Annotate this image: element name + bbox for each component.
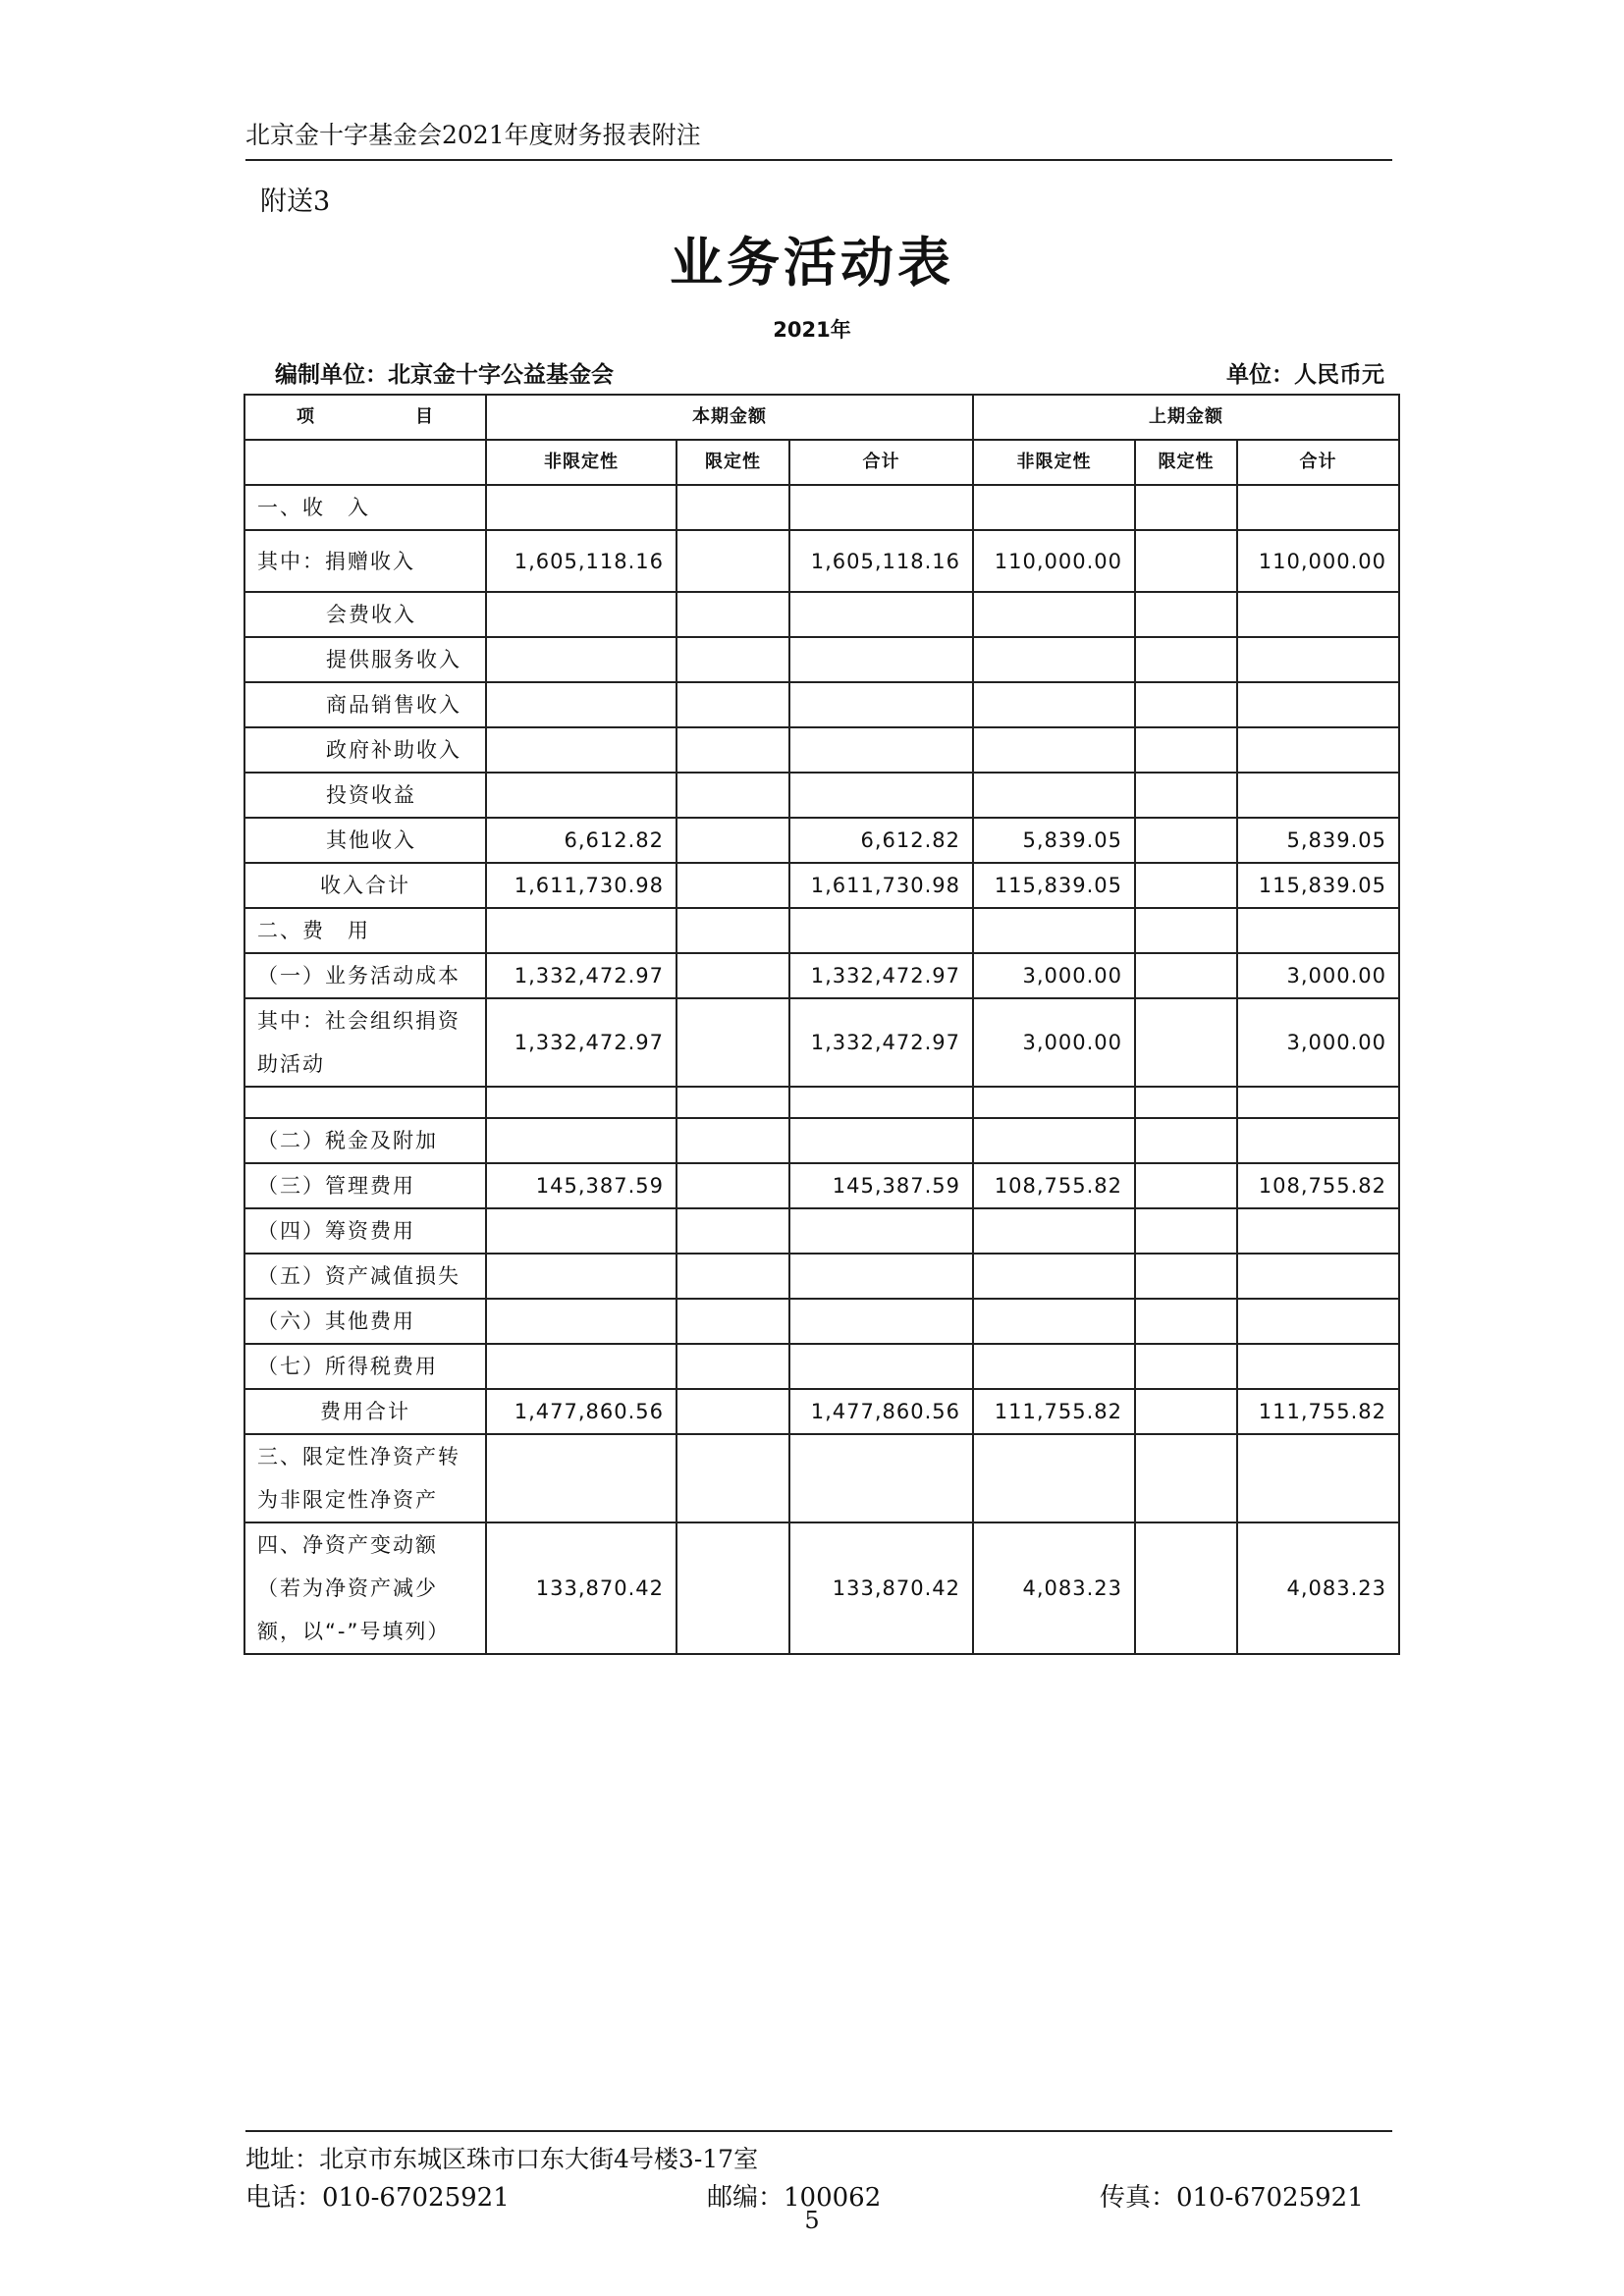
cell-pu	[973, 592, 1135, 637]
cell-pt: 110,000.00	[1237, 530, 1399, 592]
cell-ct	[789, 637, 973, 682]
row-label	[244, 1087, 486, 1118]
table-row	[244, 1522, 1399, 1654]
item-header-part2: 目	[415, 406, 434, 427]
cell-cu: 145,387.59	[486, 1163, 677, 1208]
table-row	[244, 637, 1399, 682]
cell-pu: 4,083.23	[973, 1522, 1135, 1654]
cell-pt	[1237, 1434, 1399, 1522]
cell-pt: 4,083.23	[1237, 1522, 1399, 1654]
attachment-label: 附送3	[260, 187, 331, 217]
cell-pt: 111,755.82	[1237, 1389, 1399, 1434]
cell-cr	[677, 530, 789, 592]
table-row	[244, 1434, 1399, 1522]
cell-pu	[973, 1254, 1135, 1299]
cell-pt: 5,839.05	[1237, 818, 1399, 863]
cell-ct: 1,477,860.56	[789, 1389, 973, 1434]
cell-pt	[1237, 908, 1399, 953]
cell-pr	[1135, 953, 1237, 998]
row-label: （二）税金及附加	[244, 1118, 486, 1163]
cell-pr	[1135, 773, 1237, 818]
cell-cr	[677, 1254, 789, 1299]
cell-pr	[1135, 818, 1237, 863]
row-label: 二、费 用	[244, 908, 486, 953]
row-label: 会费收入	[244, 592, 486, 637]
previous-restricted-header: 限定性	[1135, 440, 1237, 485]
cell-pr	[1135, 637, 1237, 682]
cell-pr	[1135, 485, 1237, 530]
cell-ct: 1,611,730.98	[789, 863, 973, 908]
footer-phone: 电话：010-67025921	[245, 2183, 510, 2213]
cell-cu: 1,477,860.56	[486, 1389, 677, 1434]
cell-pu: 110,000.00	[973, 530, 1135, 592]
row-label: 其中：捐赠收入	[244, 530, 486, 592]
table-row	[244, 530, 1399, 592]
cell-cu	[486, 1087, 677, 1118]
cell-pr	[1135, 1299, 1237, 1344]
cell-pr	[1135, 682, 1237, 727]
cell-pu	[973, 773, 1135, 818]
cell-cu	[486, 1434, 677, 1522]
table-row	[244, 1087, 1399, 1118]
activity-statement-table	[244, 394, 1400, 1655]
cell-cr	[677, 998, 789, 1087]
cell-cu: 1,611,730.98	[486, 863, 677, 908]
cell-ct: 1,605,118.16	[789, 530, 973, 592]
table-row	[244, 1299, 1399, 1344]
row-label: 一、收 入	[244, 485, 486, 530]
footer-fax: 传真：010-67025921	[1100, 2183, 1364, 2213]
table-row	[244, 1163, 1399, 1208]
previous-period-header: 上期金额	[973, 395, 1399, 440]
current-total-header: 合计	[789, 440, 973, 485]
cell-cu: 1,605,118.16	[486, 530, 677, 592]
cell-pt	[1237, 1254, 1399, 1299]
table-row	[244, 1254, 1399, 1299]
cell-cu	[486, 637, 677, 682]
cell-cu	[486, 485, 677, 530]
row-label: 收入合计	[244, 863, 486, 908]
cell-pu	[973, 1299, 1135, 1344]
current-period-header: 本期金额	[486, 395, 973, 440]
cell-cr	[677, 863, 789, 908]
row-label: 费用合计	[244, 1389, 486, 1434]
cell-cr	[677, 818, 789, 863]
cell-pu: 111,755.82	[973, 1389, 1135, 1434]
cell-pu	[973, 1087, 1135, 1118]
row-label: 四、净资产变动额（若为净资产减少额，以“-”号填列）	[244, 1522, 486, 1654]
cell-ct	[789, 1299, 973, 1344]
cell-ct: 6,612.82	[789, 818, 973, 863]
cell-cu	[486, 908, 677, 953]
row-label: 投资收益	[244, 773, 486, 818]
cell-pu	[973, 485, 1135, 530]
cell-pu	[973, 1344, 1135, 1389]
cell-pt	[1237, 1299, 1399, 1344]
row-label: （七）所得税费用	[244, 1344, 486, 1389]
row-label: 政府补助收入	[244, 727, 486, 773]
cell-cr	[677, 637, 789, 682]
row-label: （六）其他费用	[244, 1299, 486, 1344]
cell-pt	[1237, 637, 1399, 682]
cell-pr	[1135, 1254, 1237, 1299]
table-row	[244, 1118, 1399, 1163]
table-row	[244, 682, 1399, 727]
cell-pr	[1135, 1344, 1237, 1389]
cell-pt	[1237, 682, 1399, 727]
cell-cr	[677, 773, 789, 818]
table-row	[244, 998, 1399, 1087]
item-header	[244, 395, 486, 440]
report-year: 2021年	[773, 318, 851, 342]
page-number: 5	[804, 2207, 820, 2234]
cell-pu: 3,000.00	[973, 953, 1135, 998]
cell-cu: 1,332,472.97	[486, 953, 677, 998]
cell-cu: 6,612.82	[486, 818, 677, 863]
header-row-1	[244, 395, 1399, 440]
cell-pu	[973, 727, 1135, 773]
row-label: 提供服务收入	[244, 637, 486, 682]
cell-pu	[973, 637, 1135, 682]
cell-pt: 108,755.82	[1237, 1163, 1399, 1208]
cell-cr	[677, 485, 789, 530]
current-restricted-header: 限定性	[677, 440, 789, 485]
cell-pr	[1135, 1434, 1237, 1522]
cell-cu	[486, 1208, 677, 1254]
cell-pr	[1135, 1522, 1237, 1654]
cell-pu: 5,839.05	[973, 818, 1135, 863]
preparing-unit: 编制单位：北京金十字公益基金会	[275, 362, 614, 388]
cell-ct	[789, 1087, 973, 1118]
cell-pr	[1135, 530, 1237, 592]
cell-pt	[1237, 1344, 1399, 1389]
cell-pu: 115,839.05	[973, 863, 1135, 908]
cell-pr	[1135, 1208, 1237, 1254]
cell-cr	[677, 592, 789, 637]
table-row	[244, 727, 1399, 773]
cell-cr	[677, 682, 789, 727]
table-row	[244, 485, 1399, 530]
cell-pr	[1135, 998, 1237, 1087]
header-blank-cell	[244, 440, 486, 485]
cell-ct	[789, 1208, 973, 1254]
cell-ct	[789, 773, 973, 818]
cell-pr	[1135, 908, 1237, 953]
cell-ct: 145,387.59	[789, 1163, 973, 1208]
cell-cr	[677, 1163, 789, 1208]
cell-pu	[973, 908, 1135, 953]
cell-pt: 3,000.00	[1237, 998, 1399, 1087]
cell-pr	[1135, 592, 1237, 637]
cell-cr	[677, 1299, 789, 1344]
cell-cu	[486, 727, 677, 773]
table-row	[244, 1389, 1399, 1434]
cell-cr	[677, 1208, 789, 1254]
document-title: 业务活动表	[670, 232, 954, 294]
cell-cr	[677, 1087, 789, 1118]
table-row	[244, 592, 1399, 637]
cell-cr	[677, 1389, 789, 1434]
cell-ct: 1,332,472.97	[789, 998, 973, 1087]
row-label: （三）管理费用	[244, 1163, 486, 1208]
table-row	[244, 818, 1399, 863]
cell-cu	[486, 592, 677, 637]
cell-pt	[1237, 485, 1399, 530]
cell-cu	[486, 1118, 677, 1163]
cell-cr	[677, 1118, 789, 1163]
cell-ct	[789, 682, 973, 727]
cell-pr	[1135, 1118, 1237, 1163]
cell-cu: 133,870.42	[486, 1522, 677, 1654]
previous-total-header: 合计	[1237, 440, 1399, 485]
cell-pu	[973, 1208, 1135, 1254]
row-label: 三、限定性净资产转为非限定性净资产	[244, 1434, 486, 1522]
header-row-2	[244, 440, 1399, 485]
cell-pt	[1237, 592, 1399, 637]
cell-cr	[677, 908, 789, 953]
cell-pr	[1135, 863, 1237, 908]
table-row	[244, 908, 1399, 953]
cell-ct	[789, 1434, 973, 1522]
cell-cu: 1,332,472.97	[486, 998, 677, 1087]
cell-pt	[1237, 1087, 1399, 1118]
cell-pt	[1237, 1118, 1399, 1163]
cell-cu	[486, 682, 677, 727]
row-label: 其中：社会组织捐资助活动	[244, 998, 486, 1087]
cell-cr	[677, 1434, 789, 1522]
cell-cr	[677, 1344, 789, 1389]
cell-pu	[973, 682, 1135, 727]
cell-pr	[1135, 727, 1237, 773]
cell-ct	[789, 1344, 973, 1389]
cell-pr	[1135, 1087, 1237, 1118]
cell-ct	[789, 592, 973, 637]
cell-pr	[1135, 1163, 1237, 1208]
cell-ct	[789, 1254, 973, 1299]
cell-pt	[1237, 727, 1399, 773]
cell-pt	[1237, 773, 1399, 818]
current-unrestricted-header: 非限定性	[486, 440, 677, 485]
cell-cu	[486, 1344, 677, 1389]
currency-unit: 单位：人民币元	[1226, 362, 1384, 388]
cell-ct: 1,332,472.97	[789, 953, 973, 998]
cell-cr	[677, 727, 789, 773]
cell-cu	[486, 1299, 677, 1344]
page-footer	[245, 2130, 1392, 2211]
item-header-part1: 项	[297, 406, 315, 427]
table-row	[244, 863, 1399, 908]
table-row	[244, 953, 1399, 998]
page-header: 北京金十字基金会2021年度财务报表附注	[245, 116, 1392, 161]
previous-unrestricted-header: 非限定性	[973, 440, 1135, 485]
footer-postcode: 邮编：100062	[707, 2183, 882, 2213]
cell-pr	[1135, 1389, 1237, 1434]
cell-pt: 3,000.00	[1237, 953, 1399, 998]
cell-cr	[677, 1522, 789, 1654]
cell-cu	[486, 1254, 677, 1299]
cell-pt	[1237, 1208, 1399, 1254]
cell-ct	[789, 727, 973, 773]
footer-address: 地址：北京市东城区珠市口东大街4号楼3-17室	[245, 2145, 759, 2173]
cell-pu	[973, 1434, 1135, 1522]
cell-pu: 3,000.00	[973, 998, 1135, 1087]
cell-cr	[677, 953, 789, 998]
cell-ct	[789, 485, 973, 530]
table-row	[244, 773, 1399, 818]
cell-ct: 133,870.42	[789, 1522, 973, 1654]
cell-ct	[789, 1118, 973, 1163]
row-label: 其他收入	[244, 818, 486, 863]
footer-contact	[245, 2177, 1392, 2211]
cell-pu: 108,755.82	[973, 1163, 1135, 1208]
row-label: （四）筹资费用	[244, 1208, 486, 1254]
cell-cu	[486, 773, 677, 818]
table-row	[244, 1344, 1399, 1389]
table-row	[244, 1208, 1399, 1254]
cell-pu	[973, 1118, 1135, 1163]
cell-ct	[789, 908, 973, 953]
row-label: （一）业务活动成本	[244, 953, 486, 998]
row-label: 商品销售收入	[244, 682, 486, 727]
cell-pt: 115,839.05	[1237, 863, 1399, 908]
row-label: （五）资产减值损失	[244, 1254, 486, 1299]
